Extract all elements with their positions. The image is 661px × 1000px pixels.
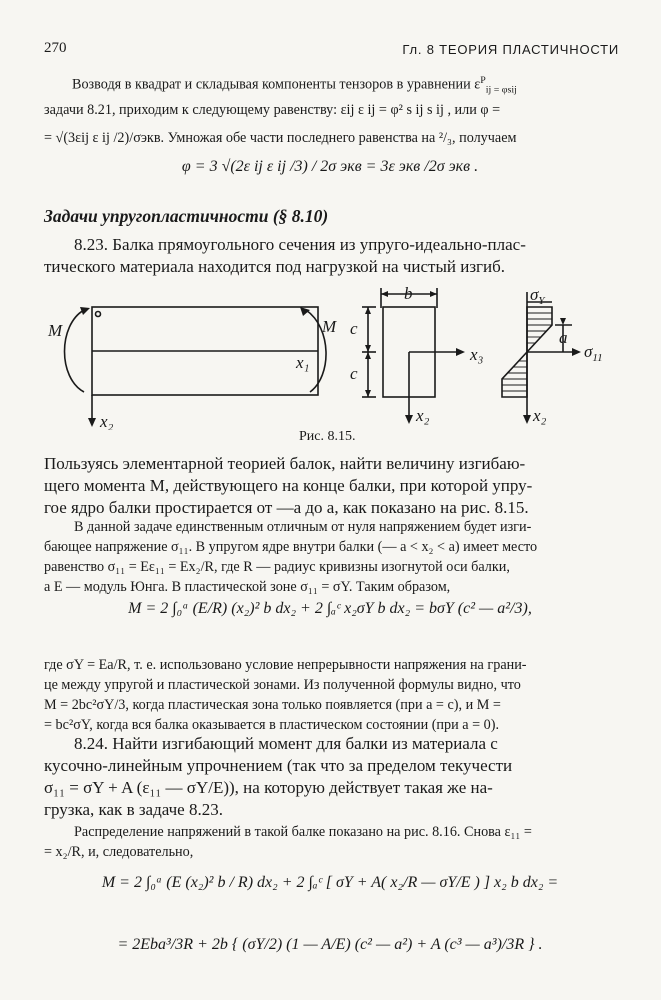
label-axis-x2-right: x₂ bbox=[533, 406, 547, 425]
problem-8-24: 8.24. Найти изгибающий момент для балки из материала с кусочно-линейным упрочнением (так что за пределом текучести σ₁₁ = σY + A (ε₁₁ — σY/E)), на которую действует такая же на- грузка, как в задаче 8.23. bbox=[44, 734, 513, 819]
label-dim-a: a bbox=[559, 328, 568, 347]
intro-line-1: Возводя в квадрат и складывая компоненты тензоров в уравнении $\varepsilon^P_{ij = \varphi sij}$ bbox=[72, 75, 517, 96]
chapter-title: Гл. 8 ТЕОРИЯ ПЛАСТИЧНОСТИ bbox=[402, 42, 619, 57]
section-heading: Задачи упругопластичности (§ 8.10) bbox=[44, 206, 329, 226]
height-arrow-bottom bbox=[365, 390, 371, 397]
solution-8-24-formula-1: M = 2 ∫₀ᵃ (E (x₂)² b / R) dx₂ + 2 ∫ₐᶜ [ σY + A( x₂/R — σY/E ) ] x₂ b dx₂ = bbox=[101, 874, 559, 891]
label-section-b: b bbox=[404, 284, 413, 303]
label-section-c-top: c bbox=[350, 319, 358, 338]
solution-8-24: Распределение напряжений в такой балке показано на рис. 8.16. Снова ε₁₁ = = x₂/R, и, следовательно, bbox=[44, 824, 532, 860]
moment-arrow-left bbox=[80, 307, 90, 315]
axis-x2-right-arrow bbox=[523, 415, 531, 424]
axis-x3-arrow bbox=[456, 348, 465, 356]
intro-line-3: = √(3εij ε ij /2)/σэкв. Умножая обе части последнего равенства на ²/₃, получаем bbox=[44, 130, 517, 146]
label-axis-x2-mid: x₂ bbox=[416, 406, 430, 425]
question-8-23: Пользуясь элементарной теорией балок, найти величину изгибаю- щего момента M, действующего на конце балки, при которой упру- гое ядро балки простирается от —a до a, как показано на рис. 8.15. bbox=[44, 454, 533, 517]
axis-x2-left-arrow bbox=[88, 418, 96, 427]
solution-8-23: В данной задаче единственным отличным от нуля напряжением будет изги- бающее напряжение σ₁₁. В упругом ядре внутри балки (— a < x₂ < a) имеет место равенство σ₁₁ = Eε₁₁ = Ex₂/R, где R — радиус кривизны изогнутой оси балки, а E — модуль Юнга. В пластической зоне σ₁₁ = σY. Таким образом, bbox=[44, 519, 538, 595]
label-axis-x2-left: x₂ bbox=[100, 412, 114, 430]
moment-arc-left bbox=[65, 310, 85, 392]
label-sigma-y: $\sigma_Y$ bbox=[530, 285, 545, 307]
label-moment-left: M bbox=[48, 321, 63, 340]
label-axis-x3: x₃ bbox=[470, 345, 484, 364]
axis-sigma11-arrow bbox=[572, 348, 581, 356]
figure-8-15 bbox=[0, 280, 661, 430]
solution-8-23-formula: M = 2 ∫₀ᵃ (E/R) (x₂)² b dx₂ + 2 ∫ₐᶜ x₂σY b dx₂ = bσY (c² — a²/3), bbox=[128, 600, 532, 617]
width-arrow-right bbox=[430, 291, 437, 297]
problem-8-23: 8.23. Балка прямоугольного сечения из упруго-идеально-плас- тического материала находится под нагрузкой на чистый изгиб. bbox=[44, 235, 526, 276]
dim-a-arrow bbox=[560, 318, 566, 325]
intro-line-2: задачи 8.21, приходим к следующему равенству: εij ε ij = φ² s ij s ij , или φ = bbox=[44, 102, 501, 118]
stress-zone-top bbox=[527, 307, 552, 352]
solution-8-23-conclusion: где σY = Ea/R, т. е. использовано условие непрерывности напряжения на грани- це между упругой и пластической зонами. Из полученной формулы видно, что M = 2bc²σY/3, когда пластическая зона только появляется (при a = c), и M = = bc²σY, когда вся балка оказывается в пластическом состоянии (при a = 0). bbox=[44, 657, 527, 733]
figure-caption: Рис. 8.15. bbox=[299, 429, 356, 444]
problem-number: 8.23. bbox=[74, 235, 108, 254]
label-section-c-bottom: c bbox=[350, 364, 358, 383]
stress-zone-bottom bbox=[502, 352, 527, 397]
label-sigma-11: $\sigma_{11}$ bbox=[584, 342, 603, 364]
label-axis-x1: x₁ bbox=[296, 353, 310, 372]
solution-8-24-formula-2: = 2Eba³/3R + 2b { (σY/2) (1 — A/E) (c² — a²) + A (c³ — a³)/3R } . bbox=[117, 936, 543, 953]
axis-x2-mid-arrow bbox=[405, 415, 413, 424]
height-arrow-mid-2 bbox=[365, 352, 371, 359]
origin-marker bbox=[96, 312, 101, 317]
width-arrow-left bbox=[381, 291, 388, 297]
height-arrow-top-1 bbox=[365, 307, 371, 314]
intro-formula: φ = 3 √(2ε ij ε ij /3) / 2σ экв = 3ε экв /2σ экв . bbox=[181, 158, 479, 175]
page-number: 270 bbox=[44, 40, 67, 56]
label-moment-right: M bbox=[322, 317, 337, 336]
height-arrow-mid-1 bbox=[365, 345, 371, 352]
